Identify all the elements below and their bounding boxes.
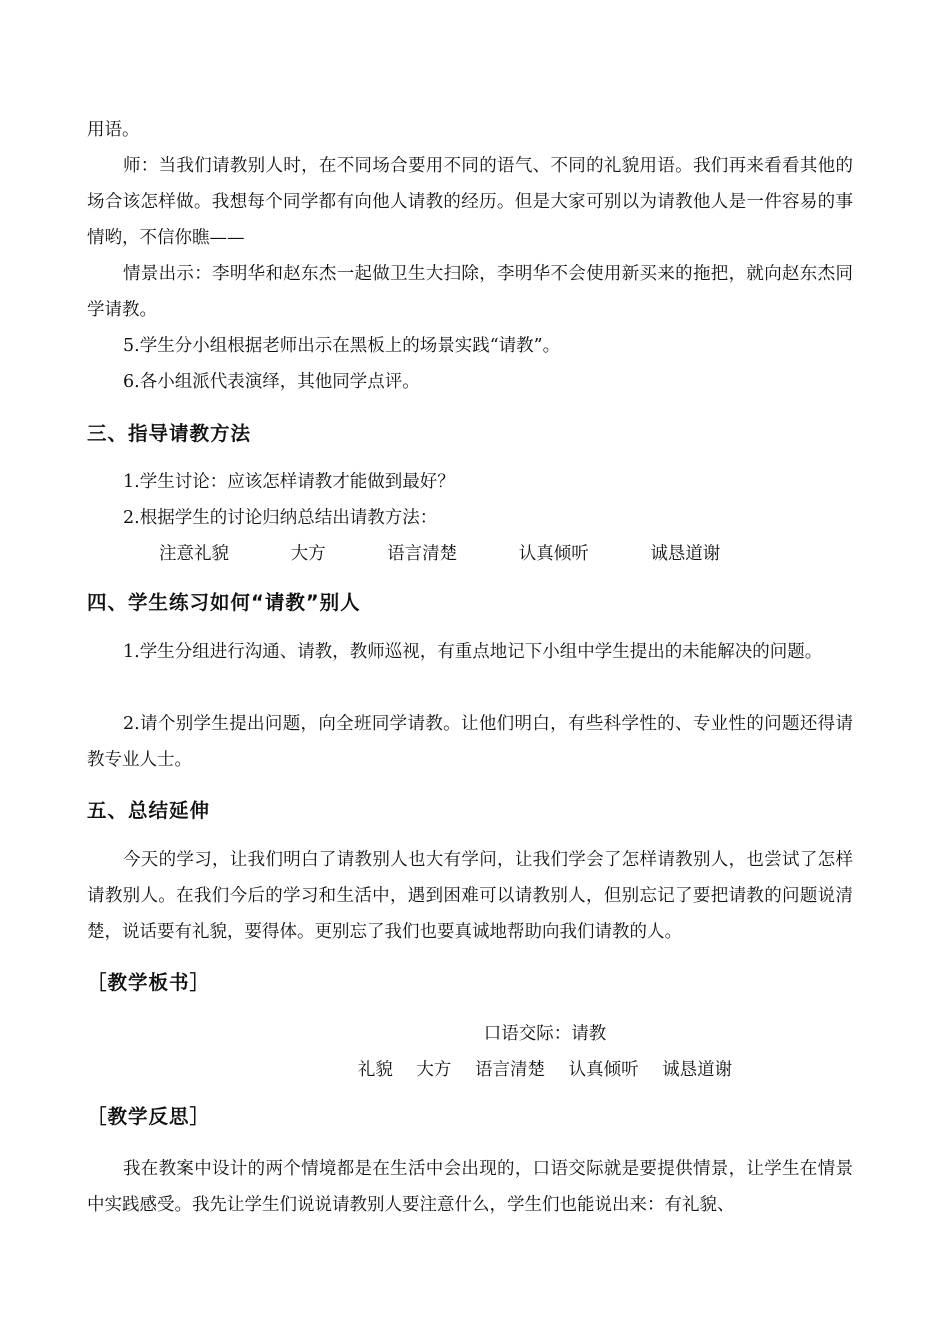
method-item: 语言清楚 [387, 544, 458, 564]
heading-section-3: 三、指导请教方法 [87, 422, 252, 445]
paragraph-step-6: 6.各小组派代表演绎，其他同学点评。 [123, 372, 420, 392]
board-item: 诚恳道谢 [662, 1060, 733, 1080]
method-item: 诚恳道谢 [650, 544, 721, 564]
board-item: 大方 [416, 1060, 452, 1080]
methods-list [87, 536, 853, 572]
paragraph-scenario: 情景出示：李明华和赵东杰一起做卫生大扫除，李明华不会使用新买来的拖把，就向赵东杰同学请教。 [87, 264, 853, 320]
paragraph-summary: 今天的学习，让我们明白了请教别人也大有学问，让我们学会了怎样请教别人，也尝试了怎样请教别人。在我们今后的学习和生活中，遇到困难可以请教别人，但别忘记了要把请教的问题说清楚，说话要有礼貌，要得体。更别忘了我们也要真诚地帮助向我们请教的人。 [87, 850, 853, 942]
method-item: 大方 [290, 544, 326, 564]
heading-section-4: 四、学生练习如何“请教”别人 [87, 591, 361, 614]
paragraph-s4-item-2: 2.请个别学生提出问题，向全班同学请教。让他们明白，有些科学性的、专业性的问题还得请教专业人士。 [87, 714, 853, 770]
paragraph-reflection: 我在教案中设计的两个情境都是在生活中会出现的，口语交际就是要提供情景，让学生在情景中实践感受。我先让学生们说说请教别人要注意什么，学生们也能说出来：有礼貌、 [87, 1159, 853, 1215]
board-item: 认真倾听 [568, 1060, 639, 1080]
heading-section-5: 五、总结延伸 [87, 799, 211, 822]
paragraph-s4-item-1: 1.学生分组进行沟通、请教，教师巡视，有重点地记下小组中学生提出的未能解决的问题。 [123, 642, 823, 662]
method-item: 认真倾听 [518, 544, 589, 564]
board-title: 口语交际：请教 [483, 1024, 607, 1044]
heading-board: ［教学板书］ [87, 971, 211, 994]
board-items [87, 1052, 853, 1088]
board-item: 语言清楚 [475, 1060, 545, 1080]
paragraph-s3-item-2: 2.根据学生的讨论归纳总结出请教方法： [123, 508, 438, 528]
method-item: 注意礼貌 [159, 544, 229, 564]
board-item: 礼貌 [357, 1060, 393, 1080]
paragraph-teacher-speech: 师：当我们请教别人时，在不同场合要用不同的语气、不同的礼貌用语。我们再来看看其他的场合该怎样做。我想每个同学都有向他人请教的经历。但是大家可别以为请教他人是一件容易的事情哟，不信你瞧—— [87, 156, 853, 248]
paragraph-step-5: 5.学生分小组根据老师出示在黑板上的场景实践“请教”。 [123, 336, 561, 356]
paragraph-continuation: 用语。 [87, 120, 140, 140]
paragraph-s3-item-1: 1.学生讨论：应该怎样请教才能做到最好？ [123, 472, 455, 492]
heading-reflection: ［教学反思］ [87, 1105, 211, 1128]
